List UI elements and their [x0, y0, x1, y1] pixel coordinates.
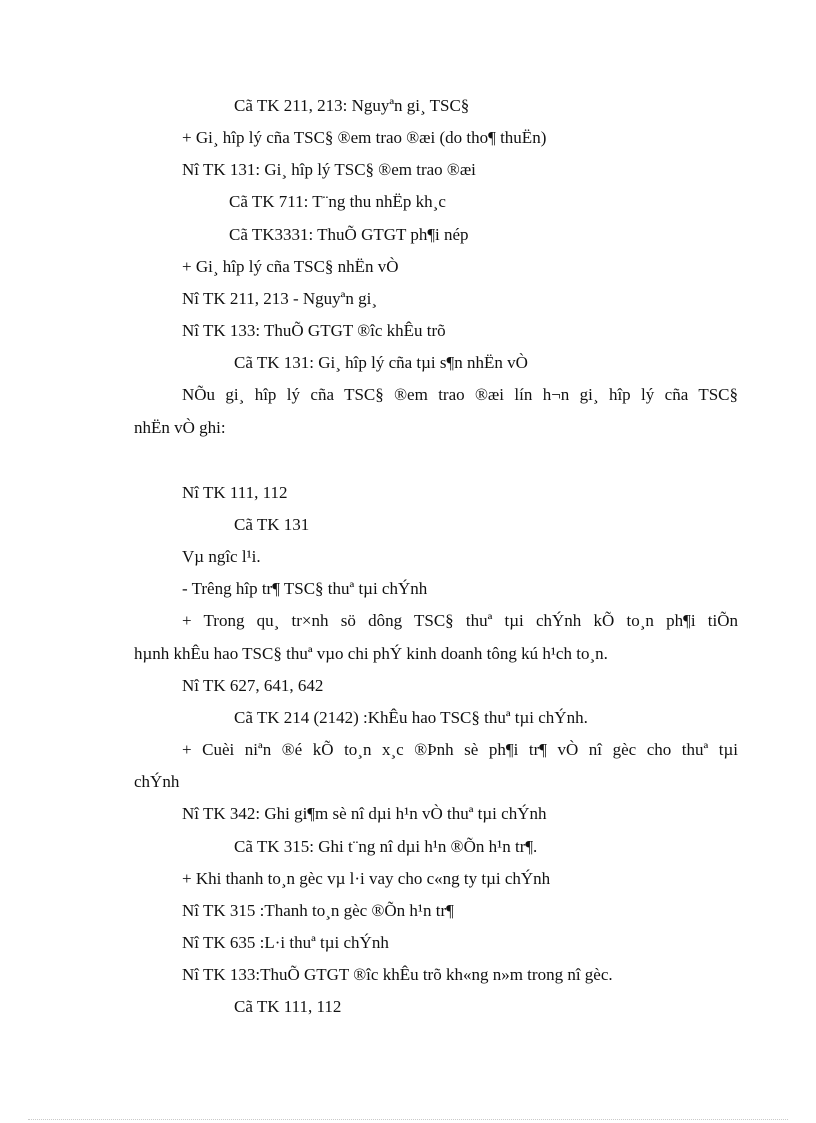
- text-line: + Cuèi niªn ®é kÕ to¸n x¸c ®Þnh sè ph¶i tr¶ vÒ nî gèc cho thuª tµi: [182, 740, 738, 759]
- text-line: Cã TK 211, 213: Nguyªn gi¸ TSC§: [234, 96, 470, 115]
- text-line: Nî TK 133:ThuÕ GTGT ®îc khÊu trõ kh«ng n»m trong nî gèc.: [182, 965, 613, 984]
- text-line: Cã TK 131: [234, 515, 310, 534]
- text-line: - Trêng hîp tr¶ TSC§ thuª tµi chÝnh: [182, 579, 428, 598]
- text-line: Cã TK 315: Ghi t¨ng nî dµi h¹n ®Õn h¹n tr¶.: [234, 837, 538, 856]
- text-line: hµnh khÊu hao TSC§ thuª vµo chi phÝ kinh doanh tông kú h¹ch to¸n.: [134, 644, 608, 663]
- page-bottom-border: [28, 1119, 788, 1120]
- text-line: Cã TK 111, 112: [234, 997, 342, 1016]
- text-line: Nî TK 315 :Thanh to¸n gèc ®Õn h¹n tr¶: [182, 901, 454, 920]
- text-line: + Khi thanh to¸n gèc vµ l·i vay cho c«ng ty tµi chÝnh: [182, 869, 551, 888]
- text-line: Cã TK3331: ThuÕ GTGT ph¶i nép: [229, 225, 469, 244]
- text-line: Cã TK 131: Gi¸ hîp lý cña tµi s¶n nhËn vÒ: [234, 353, 528, 372]
- text-line: Cã TK 214 (2142) :KhÊu hao TSC§ thuª tµi chÝnh.: [234, 708, 588, 727]
- text-line: Nî TK 111, 112: [182, 483, 288, 502]
- text-line: + Gi¸ hîp lý cña TSC§ nhËn vÒ: [182, 257, 399, 276]
- text-line: Nî TK 131: Gi¸ hîp lý TSC§ ®em trao ®æi: [182, 160, 476, 179]
- text-line: + Gi¸ hîp lý cña TSC§ ®em trao ®æi (do tho¶ thuËn): [182, 128, 547, 147]
- text-line: Nî TK 133: ThuÕ GTGT ®îc khÊu trõ: [182, 321, 446, 340]
- text-line: Nî TK 627, 641, 642: [182, 676, 324, 695]
- text-line: Nî TK 635 :L·i thuª tµi chÝnh: [182, 933, 389, 952]
- text-line: + Trong qu¸ tr×nh sö dông TSC§ thuª tµi chÝnh kÕ to¸n ph¶i tiÕn: [182, 611, 738, 630]
- text-line: chÝnh: [134, 772, 180, 791]
- text-line: Nî TK 211, 213 - Nguyªn gi¸: [182, 289, 377, 308]
- text-line: Cã TK 711: T¨ng thu nhËp kh¸c: [229, 192, 446, 211]
- text-line: nhËn vÒ ghi:: [134, 418, 226, 437]
- text-line: Vµ ngîc l¹i.: [182, 547, 261, 566]
- text-line: NÕu gi¸ hîp lý cña TSC§ ®em trao ®æi lín h¬n gi¸ hîp lý cña TSC§: [182, 385, 738, 404]
- text-line: Nî TK 342: Ghi gi¶m sè nî dµi h¹n vÒ thuª tµi chÝnh: [182, 804, 547, 823]
